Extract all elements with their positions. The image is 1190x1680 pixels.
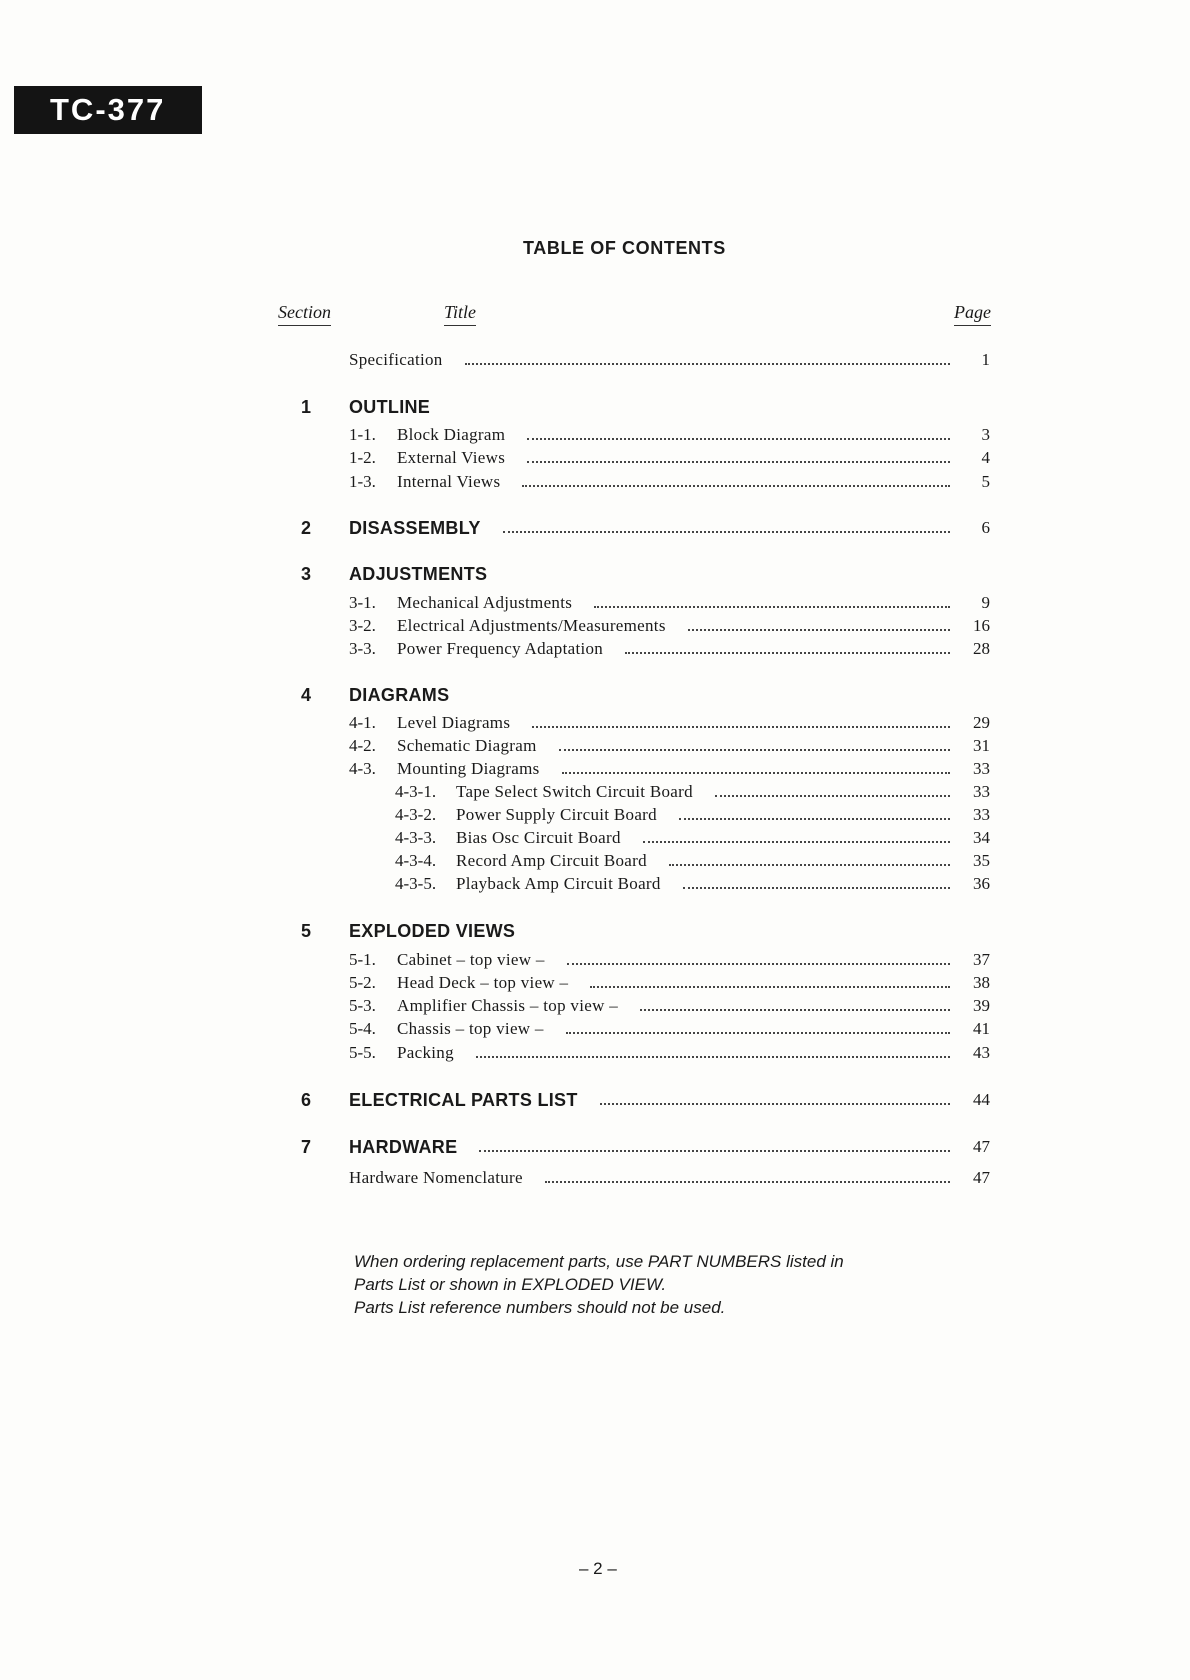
dot-leader — [640, 1009, 950, 1011]
toc-entry — [0, 1166, 1190, 1190]
toc-title: DISASSEMBLY — [349, 518, 481, 538]
toc-section-number: 1 — [301, 397, 312, 417]
dot-leader — [590, 986, 950, 988]
toc-entry — [0, 826, 1190, 850]
toc-item-number: 4-3-1. — [395, 782, 437, 801]
toc-title: Chassis – top view – — [397, 1019, 544, 1038]
toc-item-number: 3-3. — [349, 639, 376, 658]
toc-entry — [0, 562, 1190, 586]
toc-entry — [0, 516, 1190, 540]
toc-page-number: 47 — [973, 1137, 990, 1156]
toc-item-number: 5-4. — [349, 1019, 376, 1038]
note-line: Parts List reference numbers should not be used. — [354, 1298, 726, 1317]
toc-page-number: 39 — [973, 996, 990, 1015]
dot-leader — [465, 363, 950, 365]
toc-item-number: 4-3-5. — [395, 874, 437, 893]
dot-leader — [679, 818, 950, 820]
toc-entry — [0, 348, 1190, 372]
toc-entry — [0, 1135, 1190, 1159]
dot-leader — [715, 795, 950, 797]
toc-entry — [0, 637, 1190, 661]
note-line: When ordering replacement parts, use PART NUMBERS listed in — [354, 1252, 844, 1271]
toc-title: Amplifier Chassis – top view – — [397, 996, 619, 1015]
toc-title: Level Diagrams — [397, 713, 511, 732]
column-header-title: Title — [444, 302, 476, 326]
dot-leader — [527, 438, 950, 440]
toc-title: Power Supply Circuit Board — [456, 805, 657, 824]
toc-page-number: 4 — [981, 448, 990, 467]
toc-title: Packing — [397, 1043, 454, 1062]
model-tag: TC-377 — [14, 86, 202, 134]
toc-title: Bias Osc Circuit Board — [456, 828, 621, 847]
toc-title: Mounting Diagrams — [397, 759, 540, 778]
toc-title: DIAGRAMS — [349, 685, 450, 705]
toc-entry — [0, 683, 1190, 707]
dot-leader — [559, 749, 950, 751]
toc-page-number: 38 — [973, 973, 990, 992]
dot-leader — [683, 887, 950, 889]
toc-title: Electrical Adjustments/Measurements — [397, 616, 666, 635]
toc-page-number: 47 — [973, 1168, 990, 1187]
toc-title: Internal Views — [397, 472, 501, 491]
dot-leader — [522, 485, 950, 487]
toc-item-number: 5-3. — [349, 996, 376, 1015]
toc-item-number: 5-2. — [349, 973, 376, 992]
toc-entry — [0, 711, 1190, 735]
toc-title: OUTLINE — [349, 397, 431, 417]
toc-item-number: 1-3. — [349, 472, 376, 491]
page-title: TABLE OF CONTENTS — [523, 238, 726, 258]
toc-title: Cabinet – top view – — [397, 950, 545, 969]
toc-page-number: 1 — [981, 350, 990, 369]
toc-section-number: 6 — [301, 1090, 312, 1110]
toc-entry — [0, 757, 1190, 781]
toc-page-number: 6 — [981, 518, 990, 537]
dot-leader — [479, 1150, 950, 1152]
dot-leader — [532, 726, 950, 728]
toc-title: ELECTRICAL PARTS LIST — [349, 1090, 578, 1110]
toc-title: Head Deck – top view – — [397, 973, 569, 992]
toc-page-number: 43 — [973, 1043, 990, 1062]
toc-item-number: 4-3-3. — [395, 828, 437, 847]
toc-item-number: 3-1. — [349, 593, 376, 612]
dot-leader — [562, 772, 950, 774]
dot-leader — [625, 652, 950, 654]
column-header-section: Section — [278, 302, 331, 326]
toc-entry — [0, 803, 1190, 827]
toc-section-number: 5 — [301, 921, 312, 941]
toc-page-number: 5 — [981, 472, 990, 491]
toc-title: ADJUSTMENTS — [349, 564, 488, 584]
toc-entry — [0, 591, 1190, 615]
toc-item-number: 4-2. — [349, 736, 376, 755]
toc-entry — [0, 446, 1190, 470]
toc-page-number: 44 — [973, 1090, 990, 1109]
toc-entry — [0, 948, 1190, 972]
toc-section-number: 3 — [301, 564, 312, 584]
toc-page-number: 28 — [973, 639, 990, 658]
toc-item-number: 4-1. — [349, 713, 376, 732]
toc-item-number: 5-1. — [349, 950, 376, 969]
toc-title: Power Frequency Adaptation — [397, 639, 604, 658]
toc-item-number: 3-2. — [349, 616, 376, 635]
toc-page-number: 29 — [973, 713, 990, 732]
toc-title: Playback Amp Circuit Board — [456, 874, 661, 893]
dot-leader — [567, 963, 950, 965]
toc-entry — [0, 734, 1190, 758]
toc-title: External Views — [397, 448, 506, 467]
page-number: – 2 – — [579, 1559, 617, 1578]
toc-item-number: 1-1. — [349, 425, 376, 444]
toc-page-number: 34 — [973, 828, 990, 847]
toc-entry — [0, 1088, 1190, 1112]
dot-leader — [503, 531, 950, 533]
toc-item-number: 5-5. — [349, 1043, 376, 1062]
toc-entry — [0, 1017, 1190, 1041]
toc-entry — [0, 849, 1190, 873]
toc-page-number: 31 — [973, 736, 990, 755]
toc-page-number: 37 — [973, 950, 990, 969]
toc-entry — [0, 780, 1190, 804]
toc-entry — [0, 423, 1190, 447]
dot-leader — [643, 841, 950, 843]
toc-entry — [0, 971, 1190, 995]
toc-title: Mechanical Adjustments — [397, 593, 573, 612]
toc-item-number: 4-3-2. — [395, 805, 437, 824]
dot-leader — [594, 606, 950, 608]
toc-section-number: 4 — [301, 685, 312, 705]
toc-page-number: 33 — [973, 782, 990, 801]
toc-entry — [0, 395, 1190, 419]
toc-entry — [0, 470, 1190, 494]
toc-title: Tape Select Switch Circuit Board — [456, 782, 693, 801]
dot-leader — [688, 629, 950, 631]
toc-title: Schematic Diagram — [397, 736, 537, 755]
ordering-note — [354, 1250, 844, 1319]
toc-section-number: 2 — [301, 518, 312, 538]
dot-leader — [566, 1032, 950, 1034]
toc-entry — [0, 1041, 1190, 1065]
toc-page-number: 33 — [973, 759, 990, 778]
toc-page-number: 41 — [973, 1019, 990, 1038]
toc-page-number: 3 — [981, 425, 990, 444]
toc-entry — [0, 919, 1190, 943]
toc-entry — [0, 994, 1190, 1018]
toc-title: Specification — [349, 350, 443, 369]
dot-leader — [669, 864, 950, 866]
toc-item-number: 4-3-4. — [395, 851, 437, 870]
toc-title: HARDWARE — [349, 1137, 458, 1157]
toc-entry — [0, 872, 1190, 896]
dot-leader — [476, 1056, 950, 1058]
toc-page-number: 16 — [973, 616, 990, 635]
toc-title: Hardware Nomenclature — [349, 1168, 523, 1187]
toc-entry — [0, 614, 1190, 638]
toc-page-number: 9 — [981, 593, 990, 612]
dot-leader — [545, 1181, 950, 1183]
toc-title: EXPLODED VIEWS — [349, 921, 516, 941]
toc-item-number: 4-3. — [349, 759, 376, 778]
dot-leader — [600, 1103, 950, 1105]
toc-item-number: 1-2. — [349, 448, 376, 467]
toc-page-number: 35 — [973, 851, 990, 870]
note-line: Parts List or shown in EXPLODED VIEW. — [354, 1275, 667, 1294]
toc-title: Record Amp Circuit Board — [456, 851, 647, 870]
toc-page-number: 36 — [973, 874, 990, 893]
toc-page-number: 33 — [973, 805, 990, 824]
toc-section-number: 7 — [301, 1137, 312, 1157]
dot-leader — [527, 461, 950, 463]
column-header-page: Page — [954, 302, 991, 326]
toc-title: Block Diagram — [397, 425, 506, 444]
